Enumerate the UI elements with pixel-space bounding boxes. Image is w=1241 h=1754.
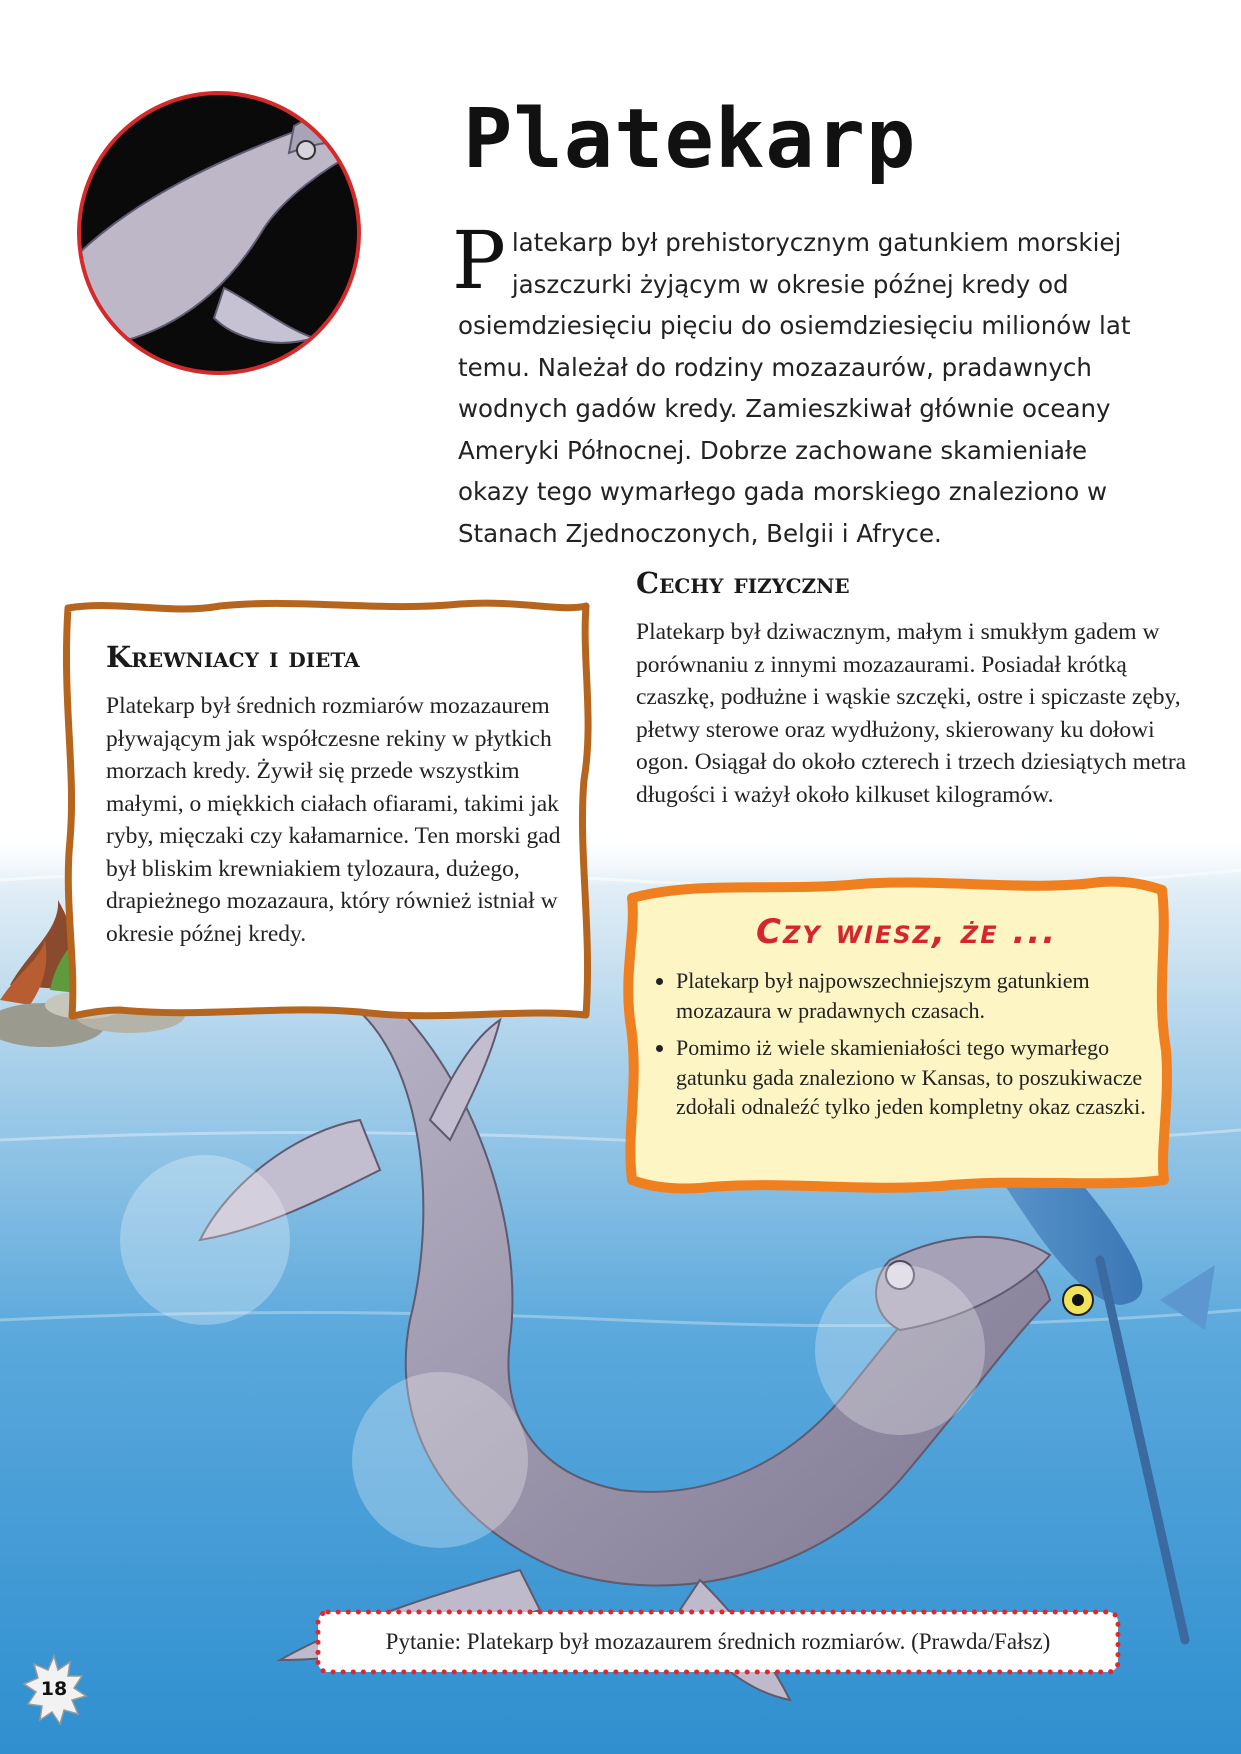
cechy-text: Platekarp był dziwacznym, małym i smukłym gadem w porównaniu z innymi mozazaurami. Posiadał krótką czaszkę, podłużne i wąskie szczęki, ostre i spiczaste zęby, płetwy sterowe oraz wydłużony, skierowany ku dołowi ogon. Osiągał do około czterech i trzech dziesiątych metra długości i ważył około kilkuset kilogramów. bbox=[636, 619, 1187, 808]
platecarpus-head-illustration bbox=[74, 88, 364, 378]
section-krewniacy-i-dieta bbox=[106, 640, 586, 950]
page-number: 18 bbox=[40, 1678, 68, 1700]
fact-box bbox=[640, 912, 1150, 1130]
cechy-heading: Cechy fizyczne bbox=[636, 566, 850, 600]
fact-item: • Platekarp był najpowszechniejszym gatunkiem mozazaura w pradawnych czasach. bbox=[676, 966, 1150, 1025]
intro-dropcap: P bbox=[452, 214, 506, 307]
krewniacy-heading: Krewniacy i dieta bbox=[106, 640, 360, 674]
section-cechy-fizyczne bbox=[636, 566, 1196, 811]
question-text: Pytanie: Platekarp był mozazaurem średnich rozmiarów. (Prawda/Fałsz) bbox=[385, 1629, 1051, 1654]
fact-item: • Pomimo iż wiele skamieniałości tego wymarłego gatunku gada znaleziono w Kansas, to poszukiwacze zdołali odnaleźć tylko jeden kompletny okaz czaszki. bbox=[676, 1033, 1150, 1122]
fact-list bbox=[640, 966, 1150, 1122]
intro-text: latekarp był prehistorycznym gatunkiem morskiej jaszczurki żyjącym w okresie późnej kredy od osiemdziesięciu pięciu do osiemdziesięciu milionów lat temu. Należał do rodziny mozazaurów, pradawnych wodnych gadów kredy. Zamieszkiwał głównie oceany Ameryki Północnej. Dobrze zachowane skamieniałe okazy tego wymarłego gada morskiego znaleziono w Stanach Zjednoczonych, Belgii i Afryce. bbox=[458, 228, 1131, 548]
fact-box-title: Czy wiesz, że ... bbox=[756, 912, 1058, 952]
intro-paragraph bbox=[452, 214, 1158, 554]
page-title: Platekarp bbox=[463, 92, 917, 187]
krewniacy-text: Platekarp był średnich rozmiarów mozazaurem pływającym jak współczesne rekiny w płytkich morzach kredy. Żywił się przede wszystkim małymi, o miękkich ciałach ofiarami, takimi jak ryby, mięczaki czy kałamarnice. Ten morski gad był bliskim krewniakiem tylozaura, dużego, drapieżnego mozazaura, który również istniał w okresie późnej kredy. bbox=[106, 693, 561, 947]
